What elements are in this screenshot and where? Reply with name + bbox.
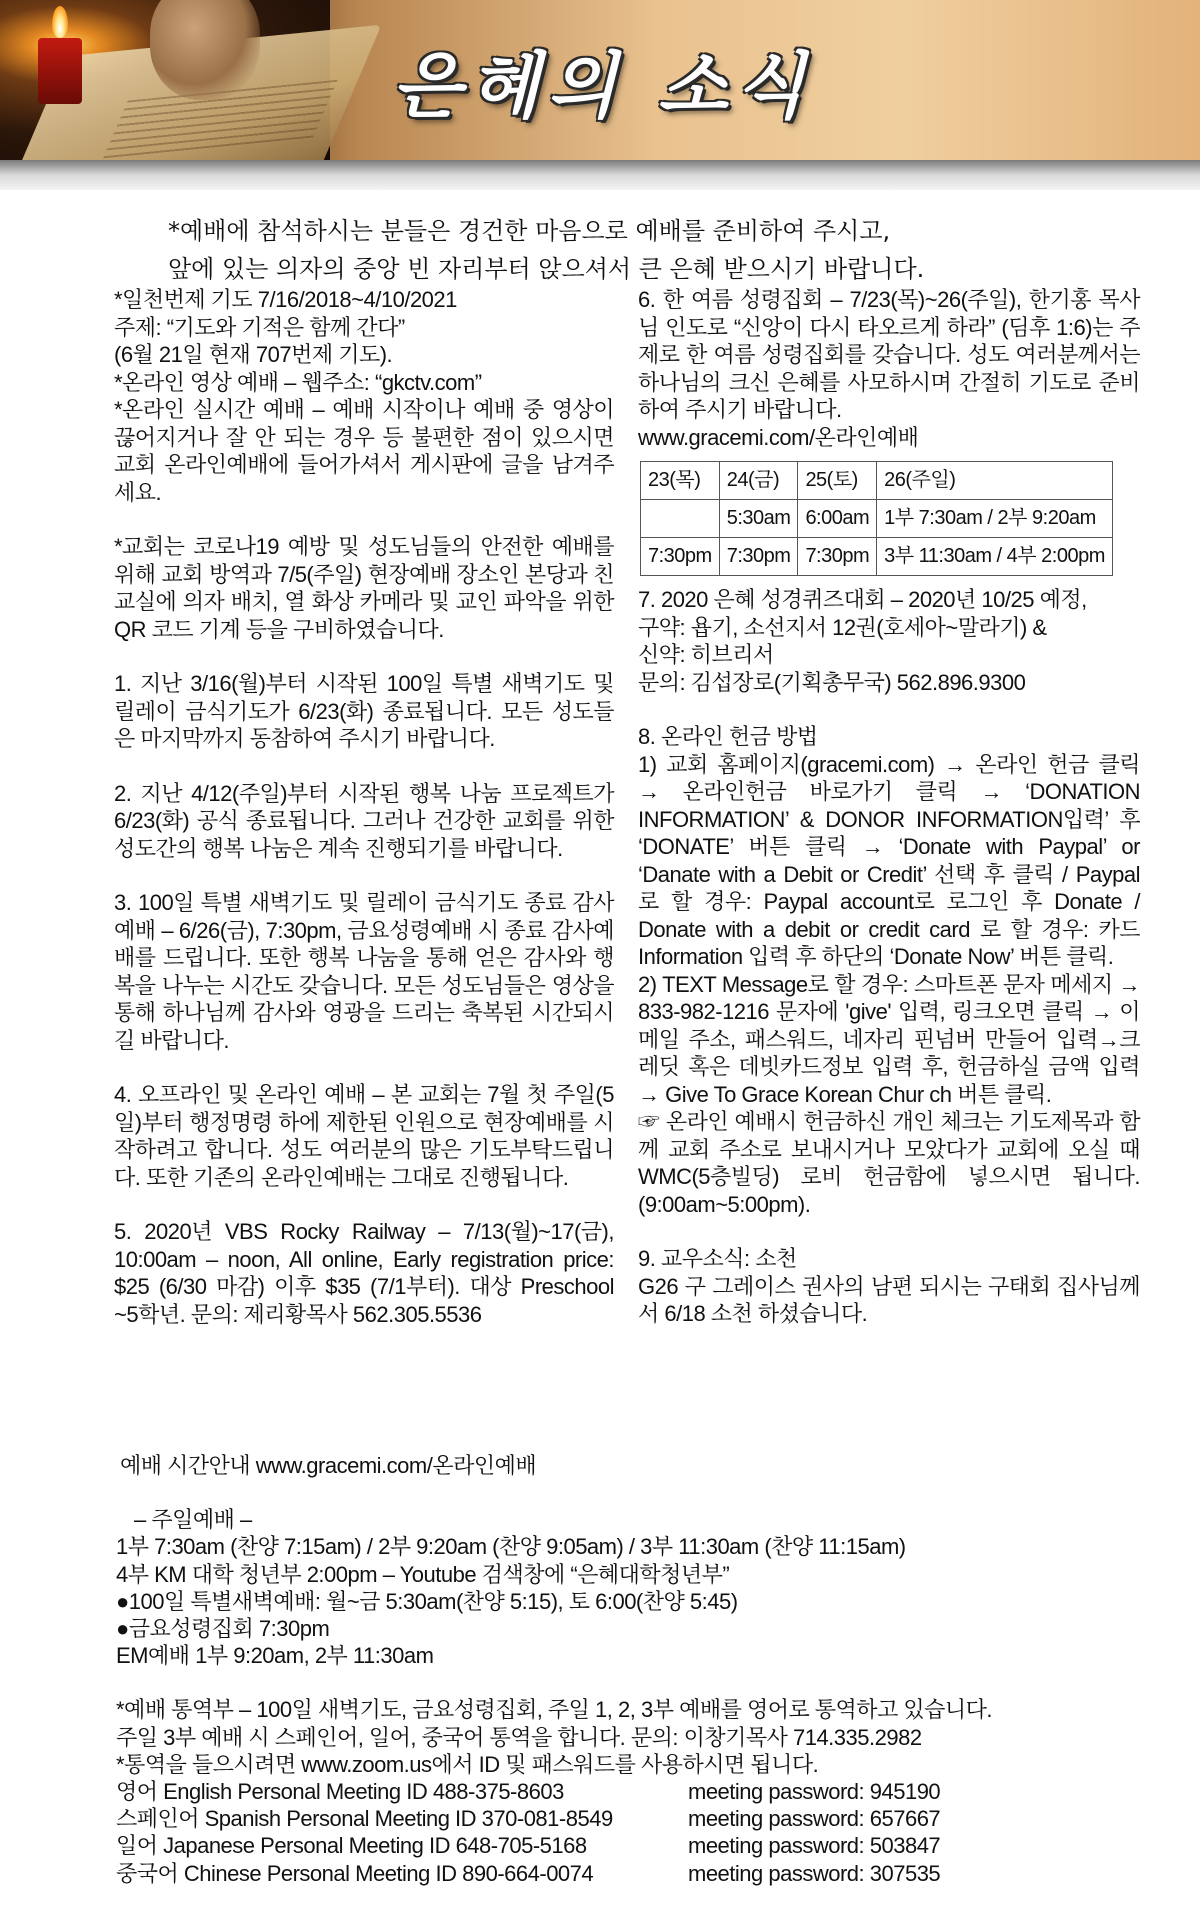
table-header-cell: 24(금) — [719, 462, 798, 500]
meeting-id: 중국어 Chinese Personal Meeting ID 890-664-0074 — [116, 1860, 594, 1886]
meeting-id: 일어 Japanese Personal Meeting ID 648-705-5168 — [116, 1833, 587, 1859]
table-header-cell: 25(토) — [798, 462, 877, 500]
em-worship: EM예배 1부 9:20am, 2부 11:30am — [116, 1643, 434, 1669]
table-header-cell: 26(주일) — [877, 462, 1113, 500]
sunday-services-1: 1부 7:30am (찬양 7:15am) / 2부 9:20am (찬양 9:05am) / 3부 11:30am (찬양 11:15am) — [116, 1534, 906, 1560]
prayer-count: (6월 21일 현재 707번제 기도). — [114, 342, 393, 367]
news-item-8-check: ☞ 온라인 예배시 헌금하신 개인 체크는 기도제목과 함께 교회 주소로 보내시거나 모았다가 교회에 오실 때 WMC(5층빌딩) 로비 헌금함에 넣으시면 됩니다. (9:00am~5:00pm). — [638, 1109, 1140, 1217]
candle-icon — [38, 38, 82, 104]
meeting-password: meeting password: 657667 — [688, 1806, 941, 1832]
table-cell: 3부 11:30am / 4부 2:00pm — [877, 538, 1113, 576]
meeting-id: 스페인어 Spanish Personal Meeting ID 370-081-8549 — [116, 1806, 613, 1832]
online-live-worship: *온라인 실시간 예배 – 예배 시작이나 예배 중 영상이 끊어지거나 잘 안 되는 경우 등 불편한 점이 있으시면 교회 온라인예배에 들어가셔서 게시판에 글을 남겨주세요. — [114, 397, 614, 505]
header-divider-bar — [0, 160, 1200, 190]
table-cell: 1부 7:30am / 2부 9:20am — [877, 500, 1113, 538]
table-row — [641, 538, 1113, 576]
meeting-row — [116, 1805, 1176, 1832]
meeting-id: 영어 English Personal Meeting ID 488-375-8603 — [116, 1779, 564, 1805]
table-cell: 6:00am — [798, 500, 877, 538]
table-cell: 5:30am — [719, 500, 798, 538]
online-video-worship: *온라인 영상 예배 – 웹주소: “gkctv.com” — [114, 369, 482, 395]
schedule-guide: 예배 시간안내 www.gracemi.com/온라인예배 — [120, 1453, 537, 1478]
news-item-6-url: www.gracemi.com/온라인예배 — [638, 424, 919, 450]
sunday-worship-title: – 주일예배 – — [134, 1507, 252, 1533]
right-column — [638, 286, 1140, 1328]
prayer-title: *일천번제 기도 7/16/2018~4/10/2021 — [114, 287, 457, 312]
interpretation-info-2: 주일 3부 예배 시 스페인어, 일어, 중국어 통역을 합니다. 문의: 이창기목사 714.335.2982 — [116, 1724, 922, 1750]
news-item-3: 3. 100일 특별 새벽기도 및 릴레이 금식기도 종료 감사예배 – 6/26(금), 7:30pm, 금요성령예배 시 종료 감사예배를 드립니다. 또한 행복 나눔을 통해 얻은 감사와 행복을 나누는 시간도 갖습니다. 모든 성도님들은 영상을 통해 하나님께 감사와 영광을 드리는 축복된 시간되시길 바랍니다. — [114, 890, 614, 1053]
zoom-info: *통역을 들으시려면 www.zoom.us에서 ID 및 패스워드를 사용하시면 됩니다. — [116, 1751, 819, 1777]
table-header-cell: 23(목) — [641, 462, 720, 500]
friday-worship: ●금요성령집회 7:30pm — [116, 1616, 330, 1642]
notice-line-1: *예배에 참석하시는 분들은 경건한 마음으로 예배를 준비하여 주시고, — [168, 217, 891, 245]
meeting-row — [116, 1832, 1176, 1859]
news-item-1: 1. 지난 3/16(월)부터 시작된 100일 특별 새벽기도 및 릴레이 금식기도가 6/23(화) 종료됩니다. 모든 성도들은 마지막까지 동참하여 주시기 바랍니다. — [114, 671, 614, 751]
candle-bible-photo — [0, 0, 330, 160]
table-cell: 7:30pm — [641, 538, 720, 576]
left-column — [114, 286, 614, 1328]
covid-notice: *교회는 코로나19 예방 및 성도님들의 안전한 예배를 위해 교회 방역과 7/5(주일) 현장예배 장소인 본당과 친교실에 의자 배치, 열 화상 카메라 및 교인 파악을 위한 QR 코드 기계 등을 구비하였습니다. — [114, 534, 614, 642]
table-row — [641, 500, 1113, 538]
news-item-9-body: G26 구 그레이스 권사의 남편 되시는 구태회 집사님께서 6/18 소천 하셨습니다. — [638, 1273, 1140, 1326]
meeting-password: meeting password: 945190 — [688, 1779, 941, 1805]
newsletter-content — [0, 190, 1200, 1909]
worship-notice — [168, 212, 1068, 288]
news-item-8-text: 2) TEXT Message로 할 경우: 스마트폰 문자 메세지 → 833-982-1216 문자에 'give' 입력, 링크오면 클릭 → 이메일 주소, 패스워드, 네자리 핀넘버 만들어 입력→크레딧 혹은 데빗카드정보 입력 후, 헌금하실 금액 입력 → Give To Grace Korean Chur ch 버튼 클릭. — [638, 971, 1140, 1107]
sunday-services-2: 4부 KM 대학 청년부 2:00pm – Youtube 검색창에 “은혜대학청년부” — [116, 1561, 730, 1587]
meeting-row — [116, 1860, 1176, 1887]
notice-line-2: 앞에 있는 의자의 중앙 빈 자리부터 앉으셔서 큰 은혜 받으시기 바랍니다. — [168, 255, 925, 283]
news-item-2: 2. 지난 4/12(주일)부터 시작된 행복 나눔 프로젝트가 6/23(화) 공식 종료됩니다. 그러나 건강한 교회를 위한 성도간의 행복 나눔은 계속 진행되기를 바랍니다. — [114, 780, 614, 861]
worship-schedule-section — [116, 1452, 1176, 1887]
meeting-password: meeting password: 307535 — [688, 1860, 941, 1886]
news-item-7-nt: 신약: 히브리서 — [638, 642, 774, 667]
newsletter-title: 은혜의 소식 — [392, 44, 813, 128]
news-item-7-contact: 문의: 김섭장로(기획총무국) 562.896.9300 — [638, 669, 1026, 695]
news-item-4: 4. 오프라인 및 온라인 예배 – 본 교회는 7월 첫 주일(5일)부터 행정명령 하에 제한된 인원으로 현장예배를 시작하려고 합니다. 성도 여러분의 많은 기도부탁드립니다. 또한 기존의 온라인예배는 그대로 진행됩니다. — [114, 1082, 614, 1190]
news-item-5: 5. 2020년 VBS Rocky Railway – 7/13(월)~17(금), 10:00am – noon, All online, Early registration price: $25 (6/30 마감) 이후 $35 (7/1부터). 대상 Preschool ~5학년. 문의: 제리황목사 562.305.5536 — [114, 1219, 614, 1327]
table-cell: 7:30pm — [719, 538, 798, 576]
flame-icon — [52, 6, 68, 38]
table-cell: 7:30pm — [798, 538, 877, 576]
news-item-7-title: 7. 2020 은혜 성경퀴즈대회 – 2020년 10/25 예정, — [638, 587, 1087, 612]
interpretation-info-1: *예배 통역부 – 100일 새벽기도, 금요성령집회, 주일 1, 2, 3부 예배를 영어로 통역하고 있습니다. — [116, 1697, 993, 1723]
dawn-worship: ●100일 특별새벽예배: 월~금 5:30am(찬양 5:15), 토 6:00(찬양 5:45) — [116, 1588, 738, 1614]
table-cell — [641, 500, 720, 538]
praying-hands-image — [150, 0, 260, 100]
prayer-theme: 주제: “기도와 기적은 함께 간다” — [114, 314, 405, 340]
revival-schedule-table — [640, 461, 1113, 576]
header-banner — [0, 0, 1200, 160]
news-item-9-title: 9. 교우소식: 소천 — [638, 1246, 797, 1271]
meeting-row — [116, 1778, 1176, 1805]
news-item-8-web: 1) 교회 홈페이지(gracemi.com) → 온라인 헌금 클릭 → 온라인헌금 바로가기 클릭 → ‘DONATION INFORMATION’ & DONOR INFORMATION입력’ 후 ‘DONATE’ 버튼 클릭 → ‘Donate with Paypal’ or ‘Danate with a Debit or Credit’ 선택 후 클릭 / Paypal 로 할 경우: Paypal account로 로그인 후 Donate / Donate with a debit or credit card 로 할 경우: 카드 Information 입력 후 하단의 ‘Donate Now’ 버튼 클릭. — [638, 751, 1140, 969]
news-item-7-ot: 구약: 욥기, 소선지서 12권(호세아~말라기) & — [638, 614, 1047, 640]
news-item-6: 6. 한 여름 성령집회 – 7/23(목)~26(주일), 한기홍 목사님 인도로 “신앙이 다시 타오르게 하라” (딤후 1:6)는 주제로 한 여름 성령집회를 갖습니다. 성도 여러분께서는 하나님의 크신 은혜를 사모하시며 간절히 기도로 준비하여 주시기 바랍니다. — [638, 287, 1140, 422]
table-row — [641, 462, 1113, 500]
meeting-password: meeting password: 503847 — [688, 1833, 941, 1859]
news-item-8-title: 8. 온라인 헌금 방법 — [638, 724, 818, 749]
